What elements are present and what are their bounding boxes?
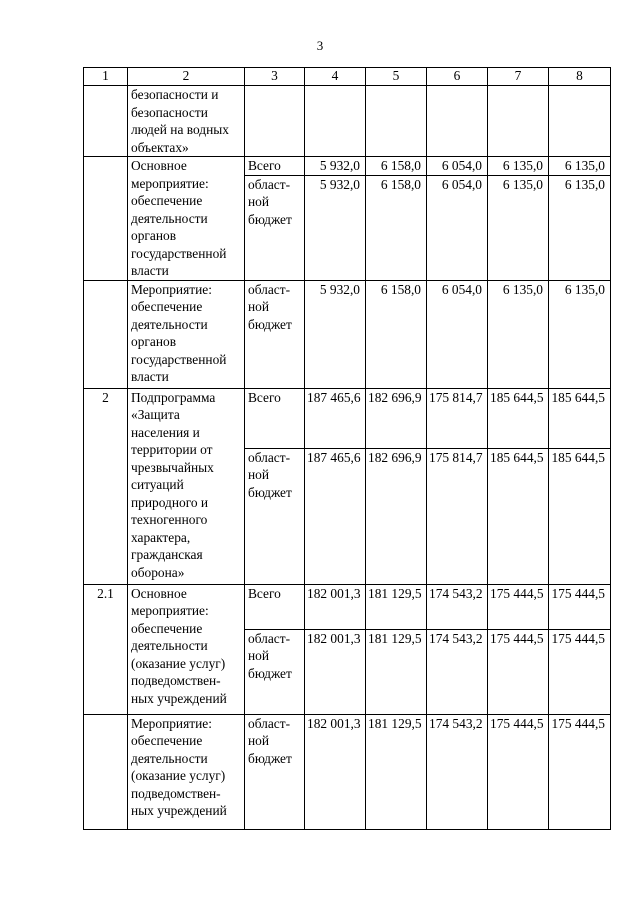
value-cell: 175 814,7: [427, 388, 488, 448]
row-index: [84, 86, 128, 157]
value-cell: 175 444,5: [488, 629, 549, 714]
value-cell: 181 129,5: [366, 629, 427, 714]
row-index: 2: [84, 388, 128, 584]
value-cell: 6 158,0: [366, 175, 427, 280]
value-cell: 187 465,6: [305, 448, 366, 584]
value-cell: 182 001,3: [305, 714, 366, 829]
value-cell: [366, 86, 427, 157]
funding-source: област- ной бюджет: [245, 448, 305, 584]
table-header-row: [84, 68, 611, 86]
table-row: [84, 86, 611, 157]
value-cell: 175 444,5: [488, 584, 549, 629]
row-index: [84, 714, 128, 829]
funding-source: област- ной бюджет: [245, 280, 305, 388]
value-cell: 181 129,5: [366, 714, 427, 829]
value-cell: 175 814,7: [427, 448, 488, 584]
value-cell: 185 644,5: [549, 388, 611, 448]
column-header: 5: [366, 68, 427, 86]
funding-source: област- ной бюджет: [245, 714, 305, 829]
column-header: 8: [549, 68, 611, 86]
funding-source: [245, 86, 305, 157]
row-name: Мероприятие: обеспечение деятельности органов государственной власти: [128, 280, 245, 388]
budget-table: [83, 67, 611, 830]
value-cell: [488, 86, 549, 157]
table-row: [84, 157, 611, 176]
value-cell: 6 158,0: [366, 157, 427, 176]
value-cell: 174 543,2: [427, 584, 488, 629]
table-row: [84, 388, 611, 448]
value-cell: 175 444,5: [549, 629, 611, 714]
value-cell: 187 465,6: [305, 388, 366, 448]
funding-source: Всего: [245, 388, 305, 448]
row-name: Мероприятие: обеспечение деятельности (оказание услуг) подведомствен- ных учреждений: [128, 714, 245, 829]
value-cell: 6 135,0: [488, 175, 549, 280]
value-cell: 6 135,0: [549, 157, 611, 176]
value-cell: 182 001,3: [305, 584, 366, 629]
value-cell: 185 644,5: [488, 388, 549, 448]
column-header: 4: [305, 68, 366, 86]
value-cell: 175 444,5: [488, 714, 549, 829]
column-header: 2: [128, 68, 245, 86]
column-header: 6: [427, 68, 488, 86]
value-cell: 181 129,5: [366, 584, 427, 629]
value-cell: 6 054,0: [427, 175, 488, 280]
row-index: 2.1: [84, 584, 128, 714]
table-row: [84, 714, 611, 829]
value-cell: 5 932,0: [305, 157, 366, 176]
table-row: [84, 584, 611, 629]
value-cell: 182 696,9: [366, 388, 427, 448]
value-cell: 175 444,5: [549, 584, 611, 629]
value-cell: 174 543,2: [427, 629, 488, 714]
funding-source: Всего: [245, 584, 305, 629]
value-cell: [427, 86, 488, 157]
column-header: 3: [245, 68, 305, 86]
value-cell: 175 444,5: [549, 714, 611, 829]
value-cell: 185 644,5: [549, 448, 611, 584]
value-cell: 6 054,0: [427, 280, 488, 388]
row-name: Основное мероприятие: обеспечение деятельности органов государственной власти: [128, 157, 245, 281]
value-cell: 6 135,0: [549, 280, 611, 388]
row-name: безопасности и безопасности людей на водных объектах»: [128, 86, 245, 157]
page-number: 3: [316, 38, 324, 53]
row-name: Подпрограмма «Защита населения и территории от чрезвычайных ситуаций природного и техногенного характера, гражданская оборона»: [128, 388, 245, 584]
column-header: 1: [84, 68, 128, 86]
value-cell: 182 696,9: [366, 448, 427, 584]
value-cell: 5 932,0: [305, 175, 366, 280]
value-cell: 6 135,0: [488, 280, 549, 388]
value-cell: [549, 86, 611, 157]
value-cell: [305, 86, 366, 157]
funding-source: Всего: [245, 157, 305, 176]
row-name: Основное мероприятие: обеспечение деятельности (оказание услуг) подведомствен- ных учреждений: [128, 584, 245, 714]
value-cell: 6 158,0: [366, 280, 427, 388]
row-index: [84, 280, 128, 388]
value-cell: 6 054,0: [427, 157, 488, 176]
value-cell: 6 135,0: [488, 157, 549, 176]
table-row: [84, 280, 611, 388]
funding-source: област- ной бюджет: [245, 175, 305, 280]
column-header: 7: [488, 68, 549, 86]
value-cell: 182 001,3: [305, 629, 366, 714]
value-cell: 5 932,0: [305, 280, 366, 388]
value-cell: 185 644,5: [488, 448, 549, 584]
row-index: [84, 157, 128, 281]
value-cell: 174 543,2: [427, 714, 488, 829]
value-cell: 6 135,0: [549, 175, 611, 280]
funding-source: област- ной бюджет: [245, 629, 305, 714]
